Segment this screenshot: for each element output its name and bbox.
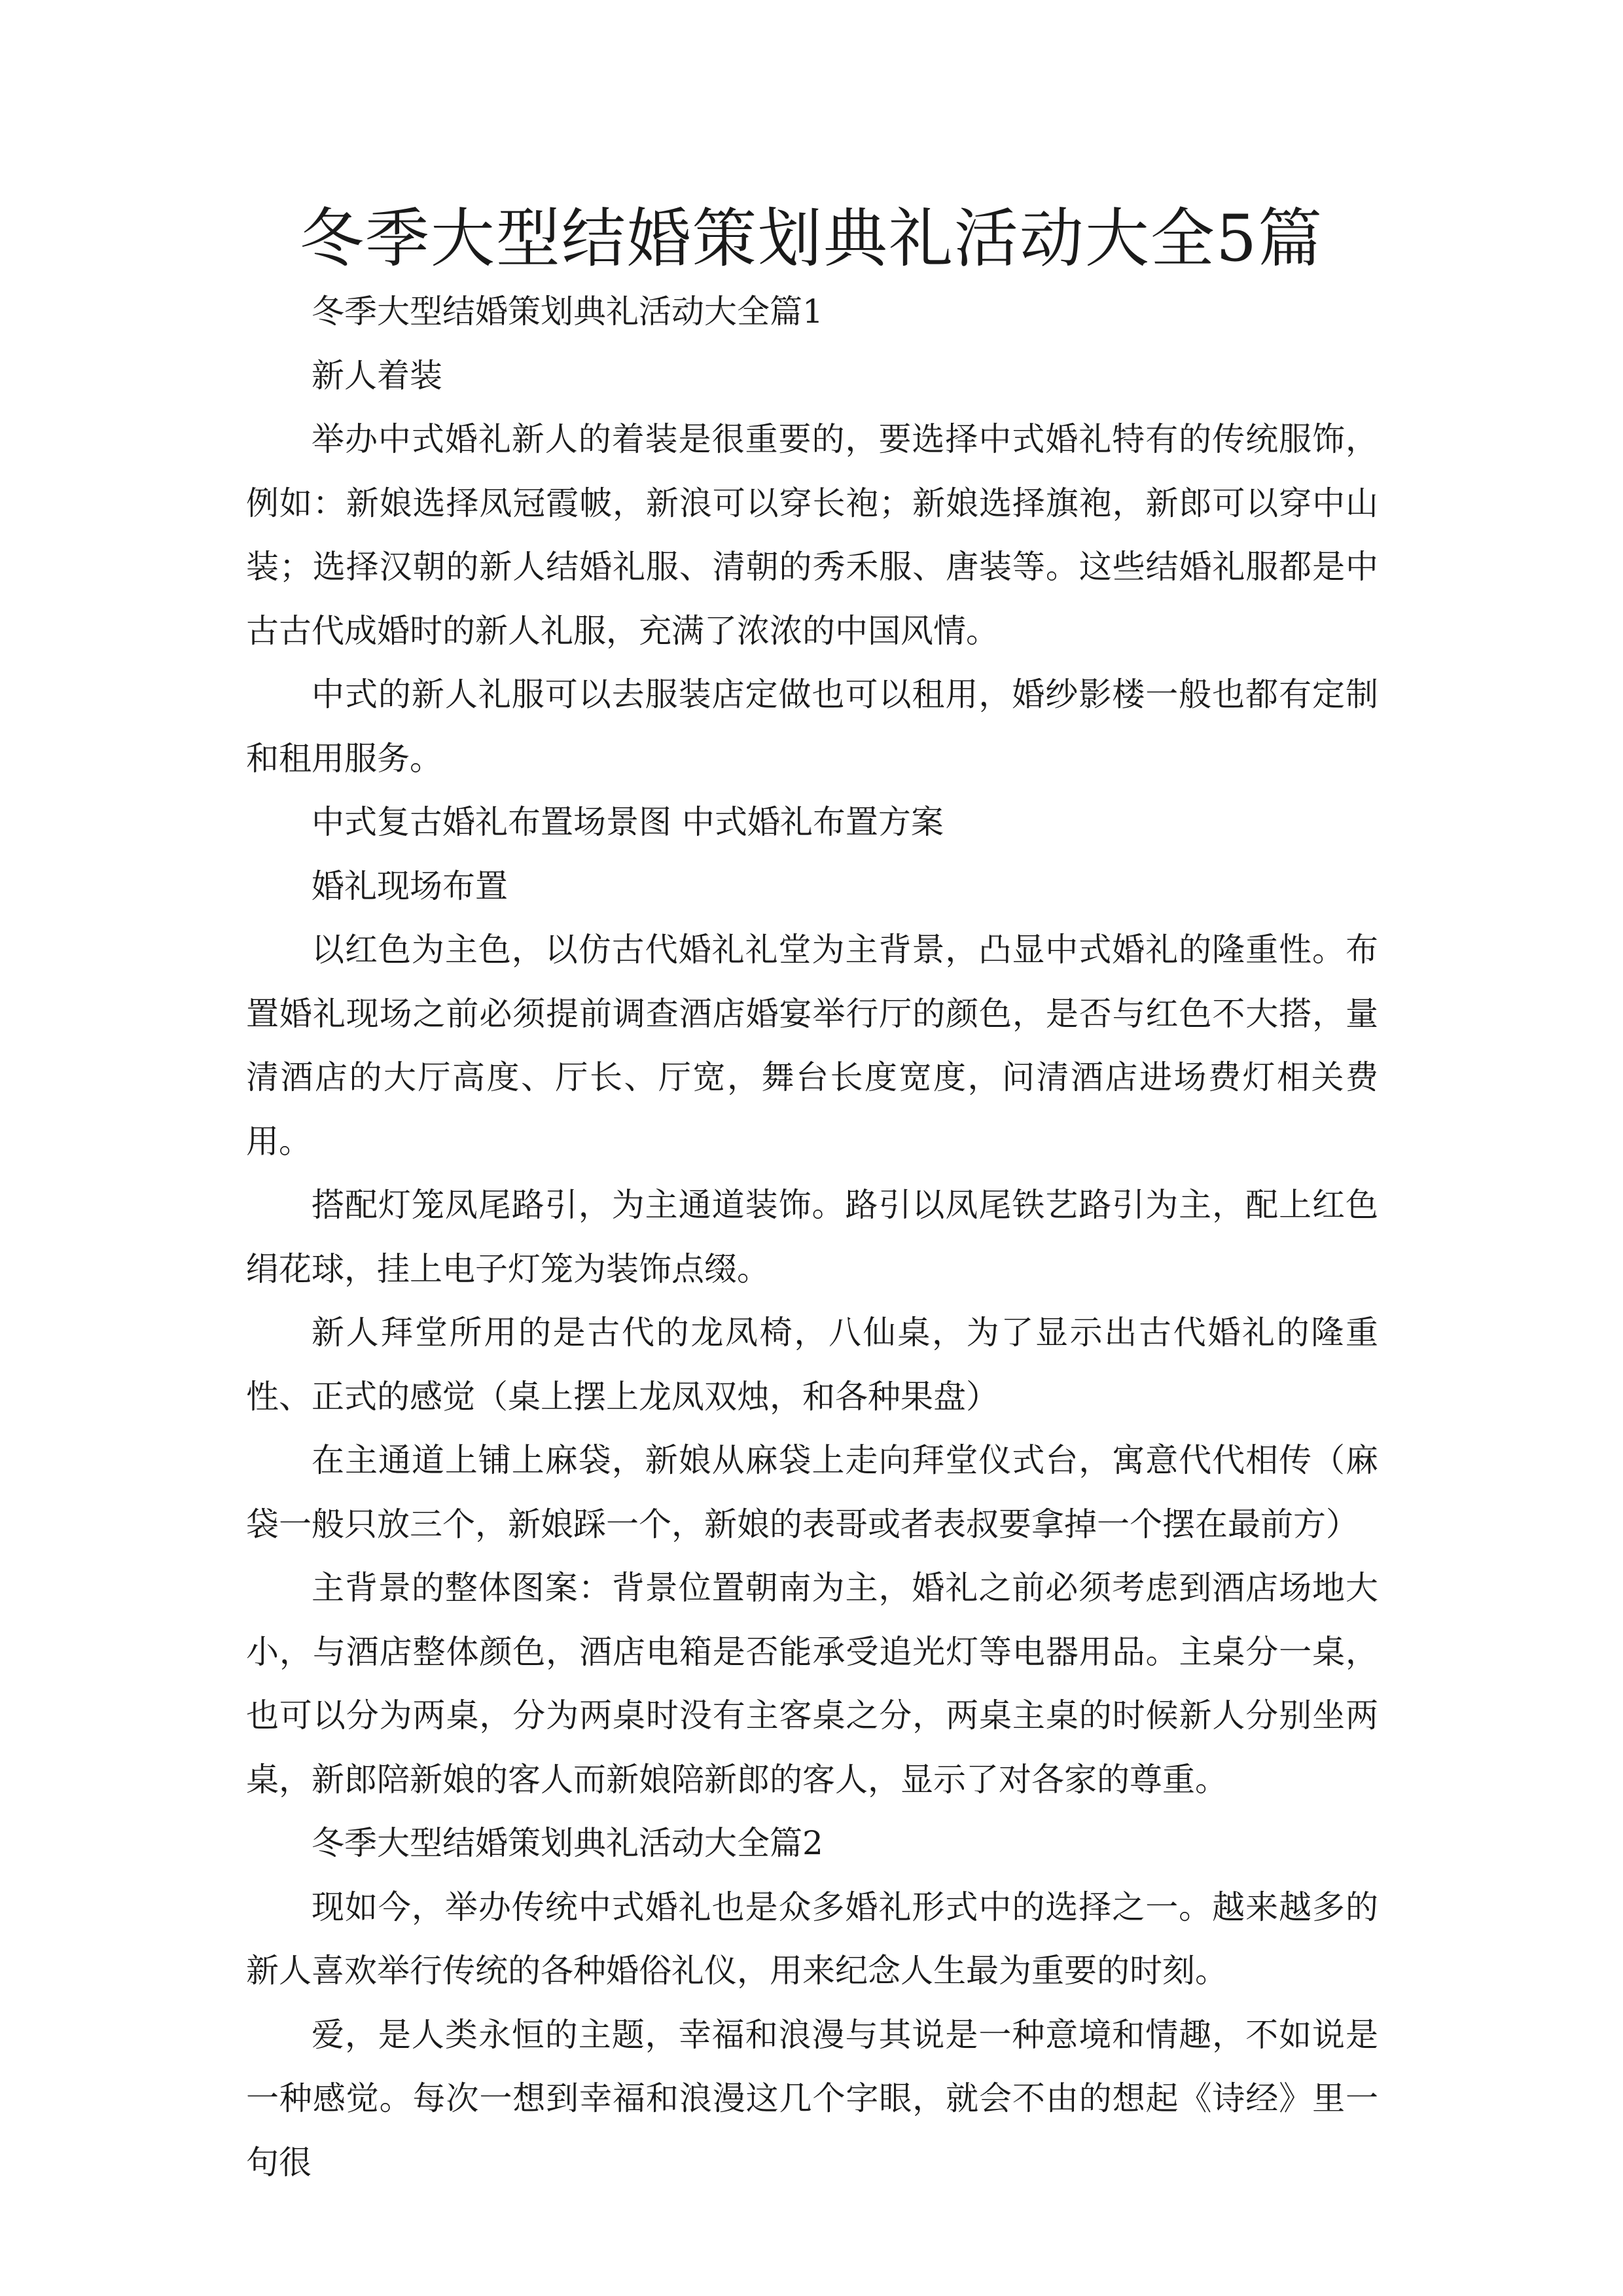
paragraph: 爱，是人类永恒的主题，幸福和浪漫与其说是一种意境和情趣，不如说是一种感觉。每次一想到幸福和浪漫这几个字眼，就会不由的想起《诗经》里一句很 — [246, 2015, 1378, 2181]
section-heading-1: 冬季大型结婚策划典礼活动大全篇1 — [312, 293, 823, 331]
subheading-layout-plan: 中式复古婚礼布置场景图 中式婚礼布置方案 — [312, 803, 944, 841]
paragraph: 新人拜堂所用的是古代的龙凤椅，八仙桌，为了显示出古代婚礼的隆重性、正式的感觉（桌上摆上龙凤双烛，和各种果盘） — [246, 1314, 1378, 1416]
section-heading-2: 冬季大型结婚策划典礼活动大全篇2 — [312, 1824, 823, 1862]
paragraph: 以红色为主色，以仿古代婚礼礼堂为主背景，凸显中式婚礼的隆重性。布置婚礼现场之前必须提前调查酒店婚宴举行厅的颜色，是否与红色不大搭，量清酒店的大厅高度、厅长、厅宽，舞台长度宽度，问清酒店进场费灯相关费用。 — [246, 931, 1378, 1160]
subheading-venue: 婚礼现场布置 — [312, 867, 508, 905]
paragraph: 主背景的整体图案：背景位置朝南为主，婚礼之前必须考虑到酒店场地大小，与酒店整体颜色，酒店电箱是否能承受追光灯等电器用品。主桌分一桌，也可以分为两桌，分为两桌时没有主客桌之分，两桌主桌的时候新人分别坐两桌，新郎陪新娘的客人而新娘陪新郎的客人，显示了对各家的尊重。 — [246, 1569, 1378, 1799]
document-body — [246, 280, 1378, 2195]
paragraph: 现如今，举办传统中式婚礼也是众多婚礼形式中的选择之一。越来越多的新人喜欢举行传统的各种婚俗礼仪，用来纪念人生最为重要的时刻。 — [246, 1888, 1378, 1990]
paragraph: 搭配灯笼凤尾路引，为主通道装饰。路引以凤尾铁艺路引为主，配上红色绢花球，挂上电子灯笼为装饰点缀。 — [246, 1186, 1378, 1288]
paragraph: 举办中式婚礼新人的着装是很重要的，要选择中式婚礼特有的传统服饰，例如：新娘选择凤冠霞帔，新浪可以穿长袍；新娘选择旗袍，新郎可以穿中山装；选择汉朝的新人结婚礼服、清朝的秀禾服、唐装等。这些结婚礼服都是中古古代成婚时的新人礼服，充满了浓浓的中国风情。 — [246, 420, 1378, 650]
subheading-attire: 新人着装 — [312, 356, 442, 395]
paragraph: 中式的新人礼服可以去服装店定做也可以租用，婚纱影楼一般也都有定制和租用服务。 — [246, 675, 1378, 778]
document-title: 冬季大型结婚策划典礼活动大全5篇 — [299, 202, 1324, 276]
paragraph: 在主通道上铺上麻袋，新娘从麻袋上走向拜堂仪式台，寓意代代相传（麻袋一般只放三个，新娘踩一个，新娘的表哥或者表叔要拿掉一个摆在最前方） — [246, 1441, 1378, 1543]
